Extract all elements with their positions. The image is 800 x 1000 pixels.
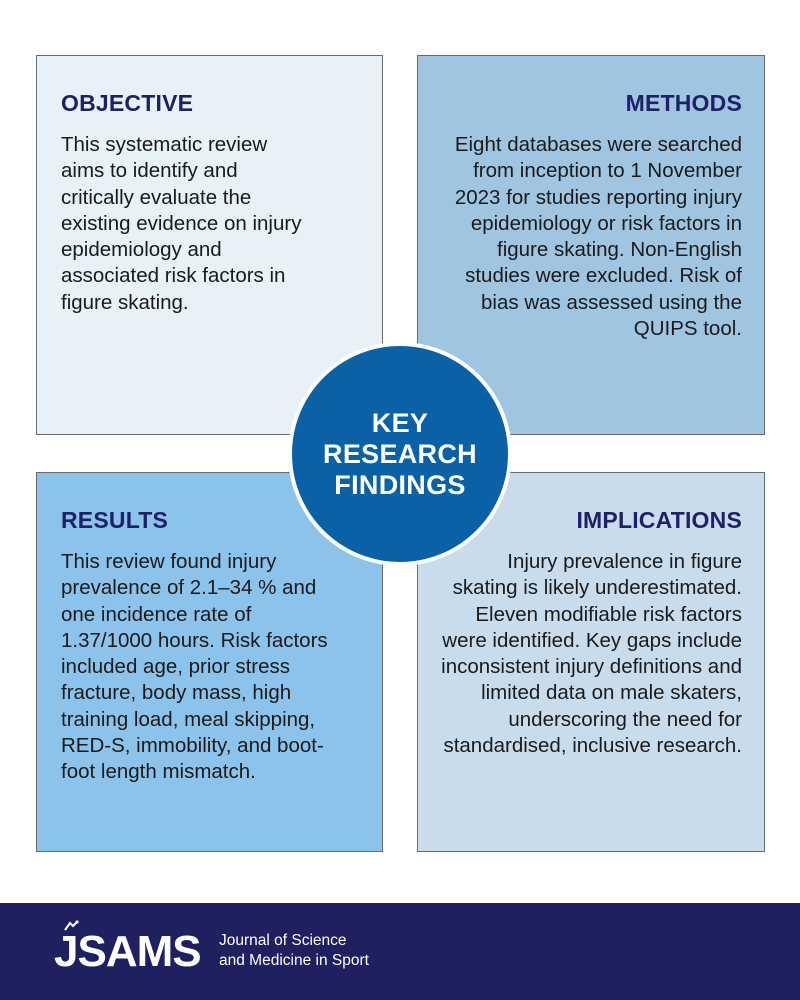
- journal-name-line-2: and Medicine in Sport: [219, 952, 369, 969]
- jsams-logo: [54, 929, 201, 975]
- journal-name: [219, 931, 369, 971]
- footer-bar: [0, 903, 800, 1000]
- center-line-3: FINDINGS: [334, 469, 466, 500]
- logo-mark-icon: [63, 920, 81, 934]
- center-line-1: KEY: [371, 407, 429, 438]
- journal-name-line-1: Journal of Science: [219, 932, 347, 949]
- methods-text: Eight databases were searched from inception to 1 November 2023 for studies reporting injury epidemiology or risk factors in figure skating. Non-English studies were excluded. Risk of bias was assessed using the QUIPS tool.: [454, 133, 742, 341]
- logo-text: JSAMS: [54, 927, 201, 976]
- objective-text: This systematic review aims to identify and critically evaluate the existing evidence on injury epidemiology and associated risk factors in figure skating.: [61, 133, 302, 314]
- methods-heading: METHODS: [625, 90, 742, 116]
- objective-heading: OBJECTIVE: [61, 90, 194, 116]
- center-line-2: RESEARCH: [323, 438, 477, 469]
- key-findings-circle: [288, 342, 512, 566]
- implications-text: Injury prevalence in figure skating is likely underestimated. Eleven modifiable risk factors were identified. Key gaps include inconsistent injury definitions and limited data on male skaters, underscoring the need for standardised, inclusive research.: [441, 550, 742, 758]
- results-heading: RESULTS: [61, 507, 169, 533]
- implications-heading: IMPLICATIONS: [576, 507, 742, 533]
- results-text: This review found injury prevalence of 2.1–34 % and one incidence rate of 1.37/1000 hours. Risk factors included age, prior stress fracture, body mass, high training load, meal skipping, RED-S, immobility, and boot-foot length mismatch.: [61, 550, 328, 784]
